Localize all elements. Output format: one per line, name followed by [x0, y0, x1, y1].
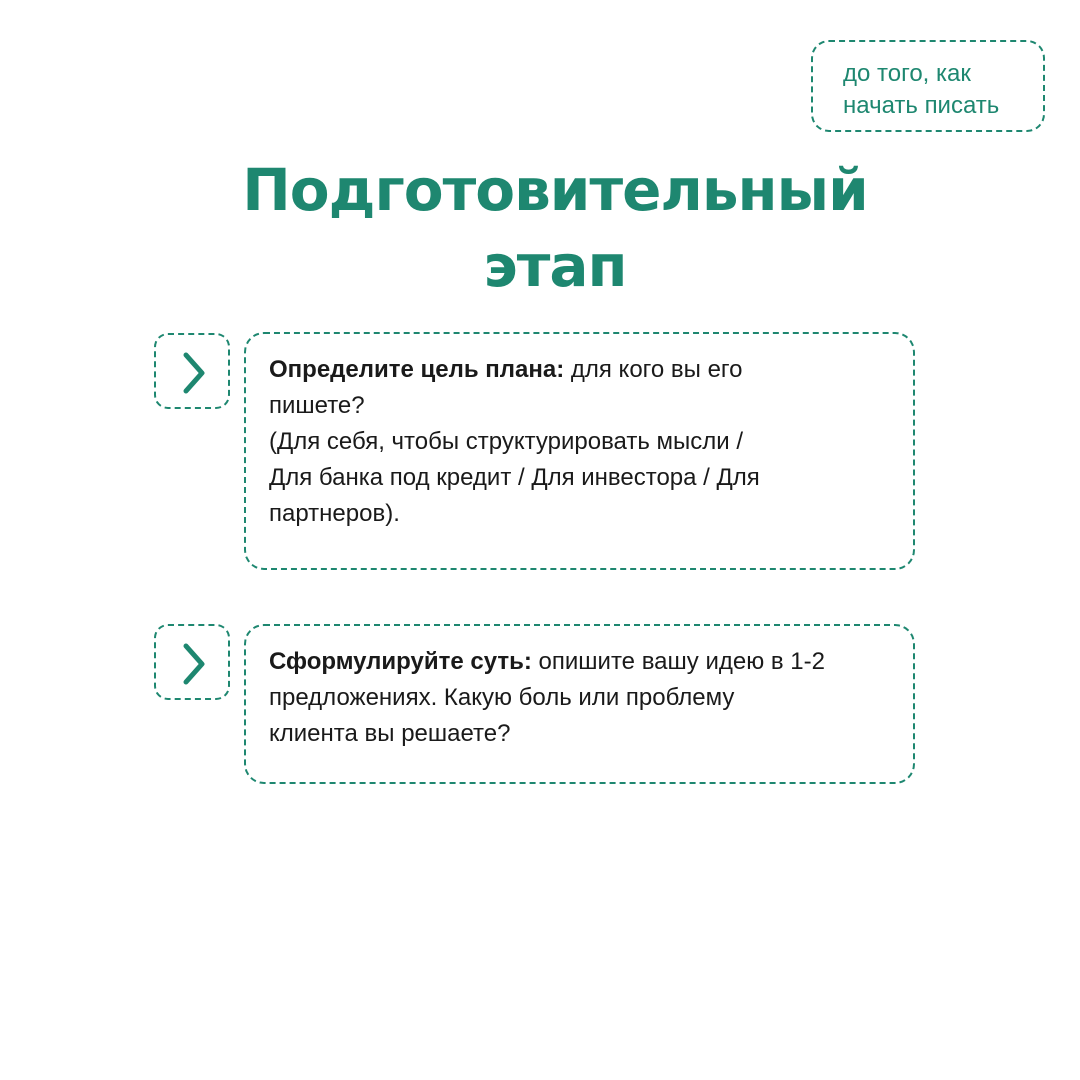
context-tag	[811, 40, 1045, 132]
page-title-line-1: Подготовительный	[242, 156, 868, 224]
step-1-text-line-1: для кого вы его	[564, 356, 743, 383]
step-1-text-line-5: партнеров).	[269, 500, 400, 527]
step-1-card	[244, 332, 915, 570]
step-2-first-line	[269, 644, 895, 680]
step-2-card	[244, 624, 915, 784]
step-1-first-line	[269, 352, 895, 388]
context-tag-line-1: до того, как	[843, 60, 971, 87]
step-1-text-line-3: (Для себя, чтобы структурировать мысли /	[269, 428, 744, 455]
step-1-text-line-4: Для банка под кредит / Для инвестора / Для	[269, 464, 760, 491]
page-title-line-2: этап	[483, 232, 627, 300]
chevron-right-icon	[156, 626, 232, 702]
context-tag-line-2: начать писать	[843, 92, 1000, 119]
step-2-marker	[154, 624, 230, 700]
step-2-text-line-1: опишите вашу идею в 1-2	[531, 648, 825, 675]
step-2-text-line-3: клиента вы решаете?	[269, 720, 511, 747]
chevron-right-icon	[156, 335, 232, 411]
step-2-text-line-2: предложениях. Какую боль или проблему	[269, 684, 735, 711]
step-1-heading: Определите цель плана:	[269, 356, 565, 383]
page-title	[0, 152, 1080, 304]
step-1-marker	[154, 333, 230, 409]
step-2-heading: Сформулируйте суть:	[269, 648, 532, 675]
step-1-text-line-2: пишете?	[269, 392, 365, 419]
